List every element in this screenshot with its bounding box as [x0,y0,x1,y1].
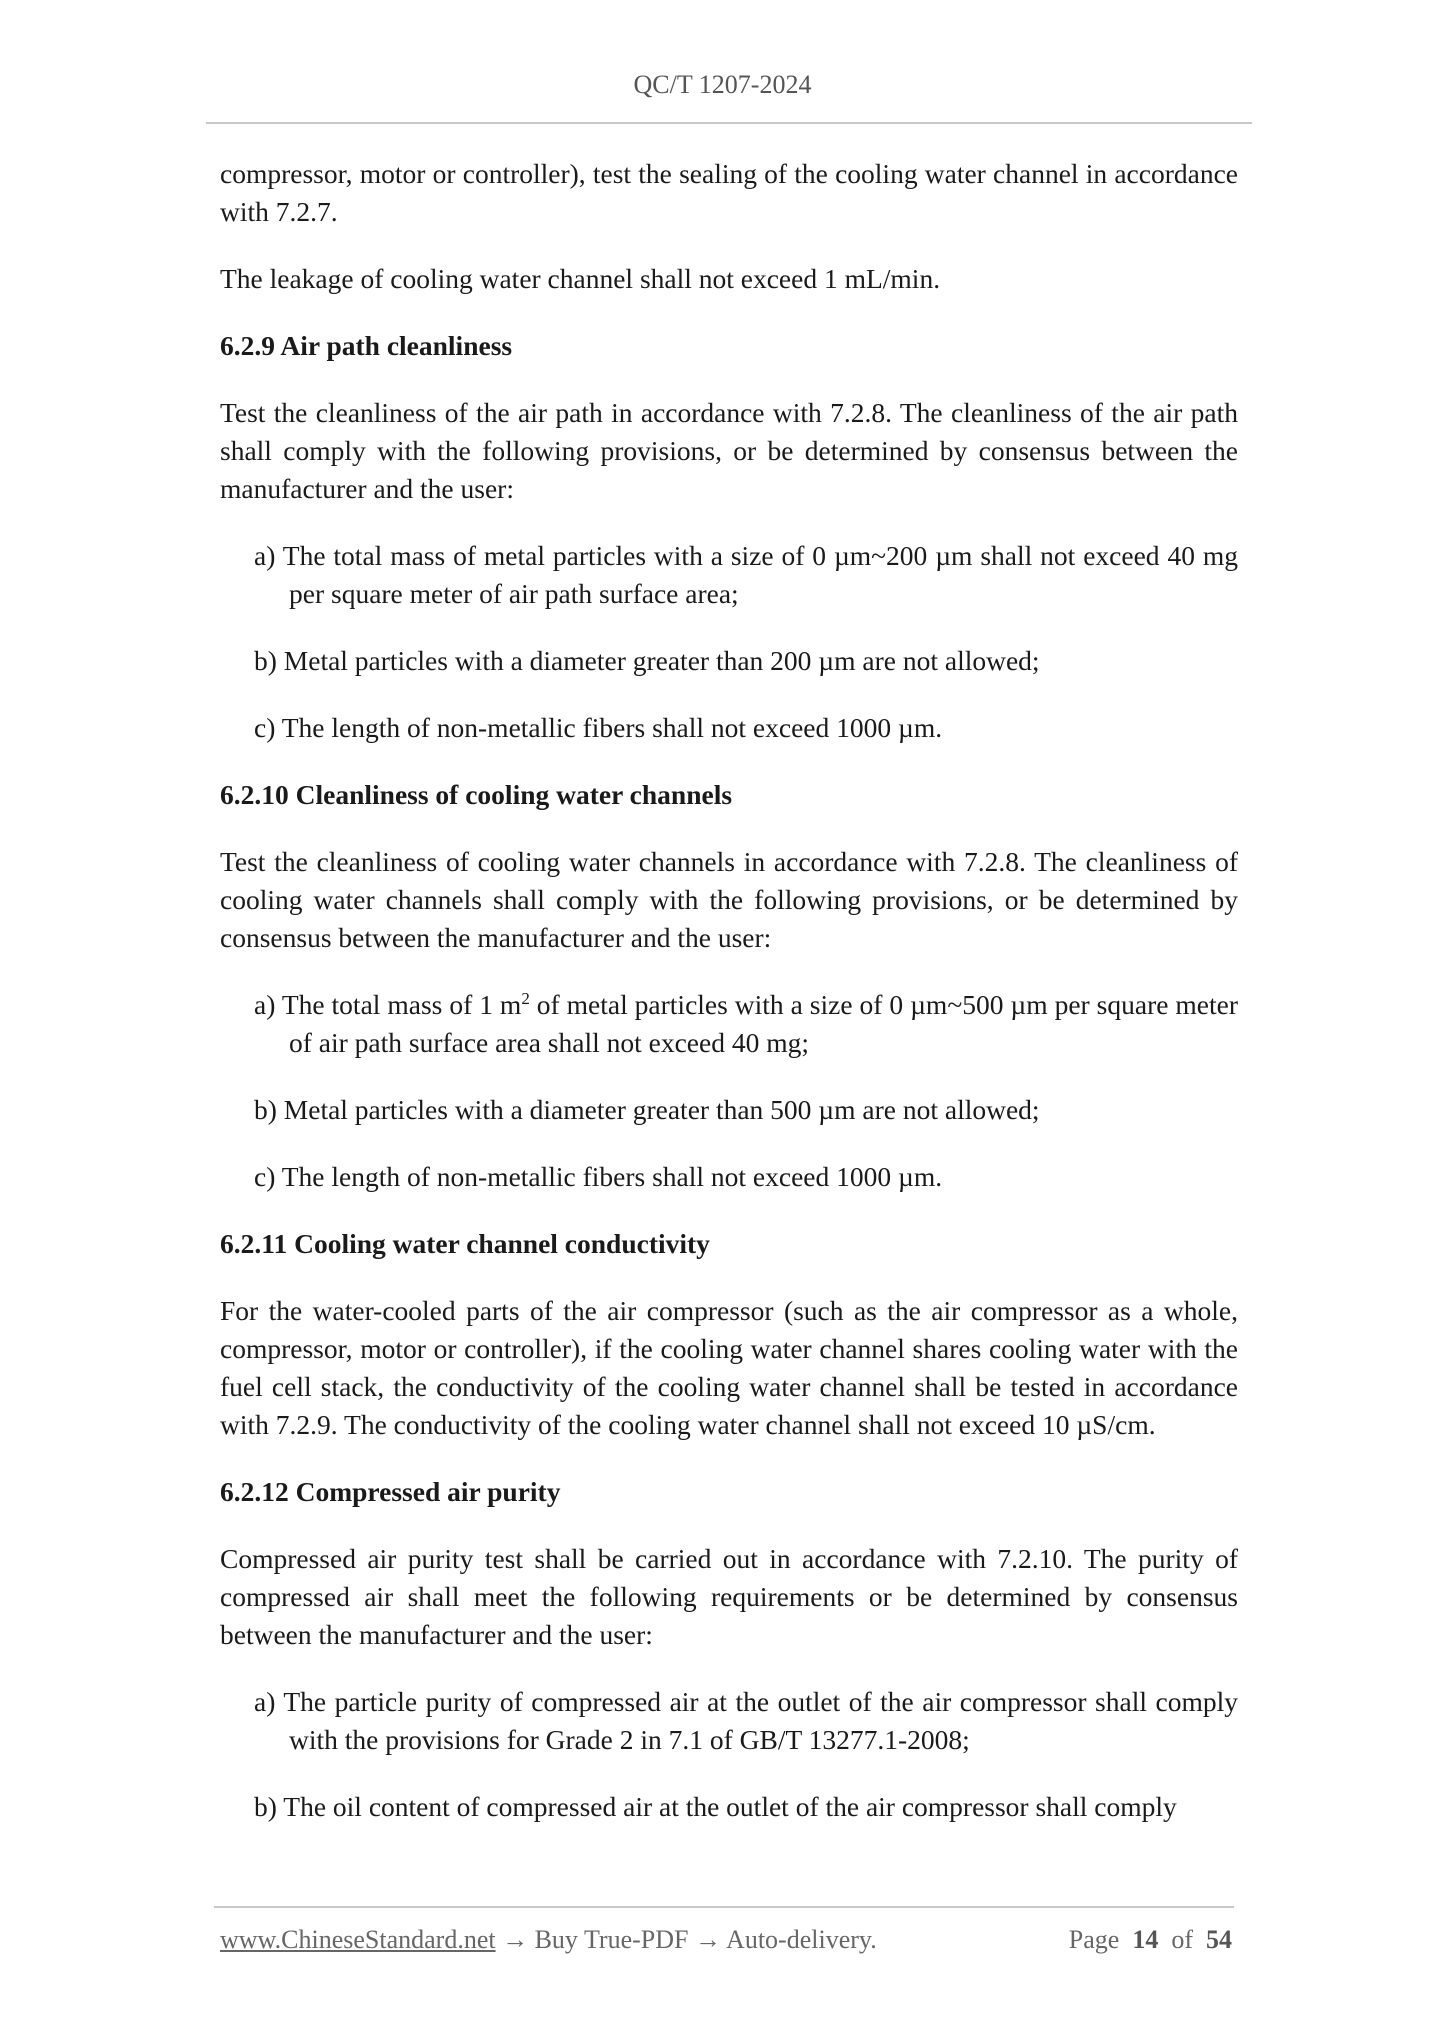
list-item: b) The oil content of compressed air at the outlet of the air compressor shall comply [254,1791,1177,1822]
of-label: of [1171,1925,1193,1954]
page-content [220,155,1238,1855]
section-6-2-12-heading: 6.2.12 Compressed air purity [220,1476,561,1507]
section-6-2-12-paragraph: Compressed air purity test shall be carried out in accordance with 7.2.10. The purity of compressed air shall meet the following requirements or be determined by consensus between the manufacturer and the user: [220,1543,1238,1650]
footer-promo [220,1925,877,1955]
list-item: c) The length of non-metallic fibers shall not exceed 1000 µm. [254,712,943,743]
list-item: a) The total mass of metal particles with a size of 0 µm~200 µm shall not exceed 40 mg per square meter of air path surface area; [254,540,1238,609]
page-indicator [1069,1925,1232,1955]
list-item: b) Metal particles with a diameter greater than 500 µm are not allowed; [254,1094,1040,1125]
superscript: 2 [521,988,530,1008]
leakage-paragraph: The leakage of cooling water channel shall not exceed 1 mL/min. [220,263,941,294]
list-item: c) The length of non-metallic fibers shall not exceed 1000 µm. [254,1161,943,1192]
promo-text: → Buy True-PDF → Auto-delivery. [495,1925,877,1954]
list-item: b) Metal particles with a diameter greater than 200 µm are not allowed; [254,645,1040,676]
footer-divider [214,1906,1234,1908]
list-item: a) The particle purity of compressed air at the outlet of the air compressor shall comply with the provisions for Grade 2 in 7.1 of GB/T 13277.1-2008; [254,1686,1238,1755]
document-id-header: QC/T 1207-2024 [633,70,812,99]
section-6-2-10-heading: 6.2.10 Cleanliness of cooling water channels [220,779,733,810]
page-footer [220,1925,1232,1961]
list-item-text: a) The total mass of 1 m [254,989,522,1020]
header-divider [206,122,1252,124]
total-pages: 54 [1206,1925,1232,1954]
list-item-text: of metal particles with a size of 0 µm~500 µm per square meter of air path surface area shall not exceed 40 mg; [289,989,1239,1058]
section-6-2-11-heading: 6.2.11 Cooling water channel conductivity [220,1228,710,1259]
intro-paragraph: compressor, motor or controller), test the sealing of the cooling water channel in accordance with 7.2.7. [220,158,1238,227]
page-number: 14 [1132,1925,1159,1954]
page-label: Page [1068,1925,1120,1954]
section-6-2-9-paragraph: Test the cleanliness of the air path in accordance with 7.2.8. The cleanliness of the air path shall comply with the following provisions, or be determined by consensus between the manufacturer and the user: [220,397,1238,504]
section-6-2-9-heading: 6.2.9 Air path cleanliness [220,330,513,361]
list-item [254,986,1238,1062]
section-6-2-10-paragraph: Test the cleanliness of cooling water channels in accordance with 7.2.8. The cleanliness of cooling water channels shall comply with the following provisions, or be determined by consensus between the manufacturer and the user: [220,846,1238,953]
site-link[interactable]: www.ChineseStandard.net [220,1925,496,1954]
section-6-2-11-paragraph: For the water-cooled parts of the air compressor (such as the air compressor as a whole, compressor, motor or controller), if the cooling water channel shares cooling water with the fuel cell stack, the conductivity of the cooling water channel shall be tested in accordance with 7.2.9. The conductivity of the cooling water channel shall not exceed 10 µS/cm. [220,1295,1238,1440]
